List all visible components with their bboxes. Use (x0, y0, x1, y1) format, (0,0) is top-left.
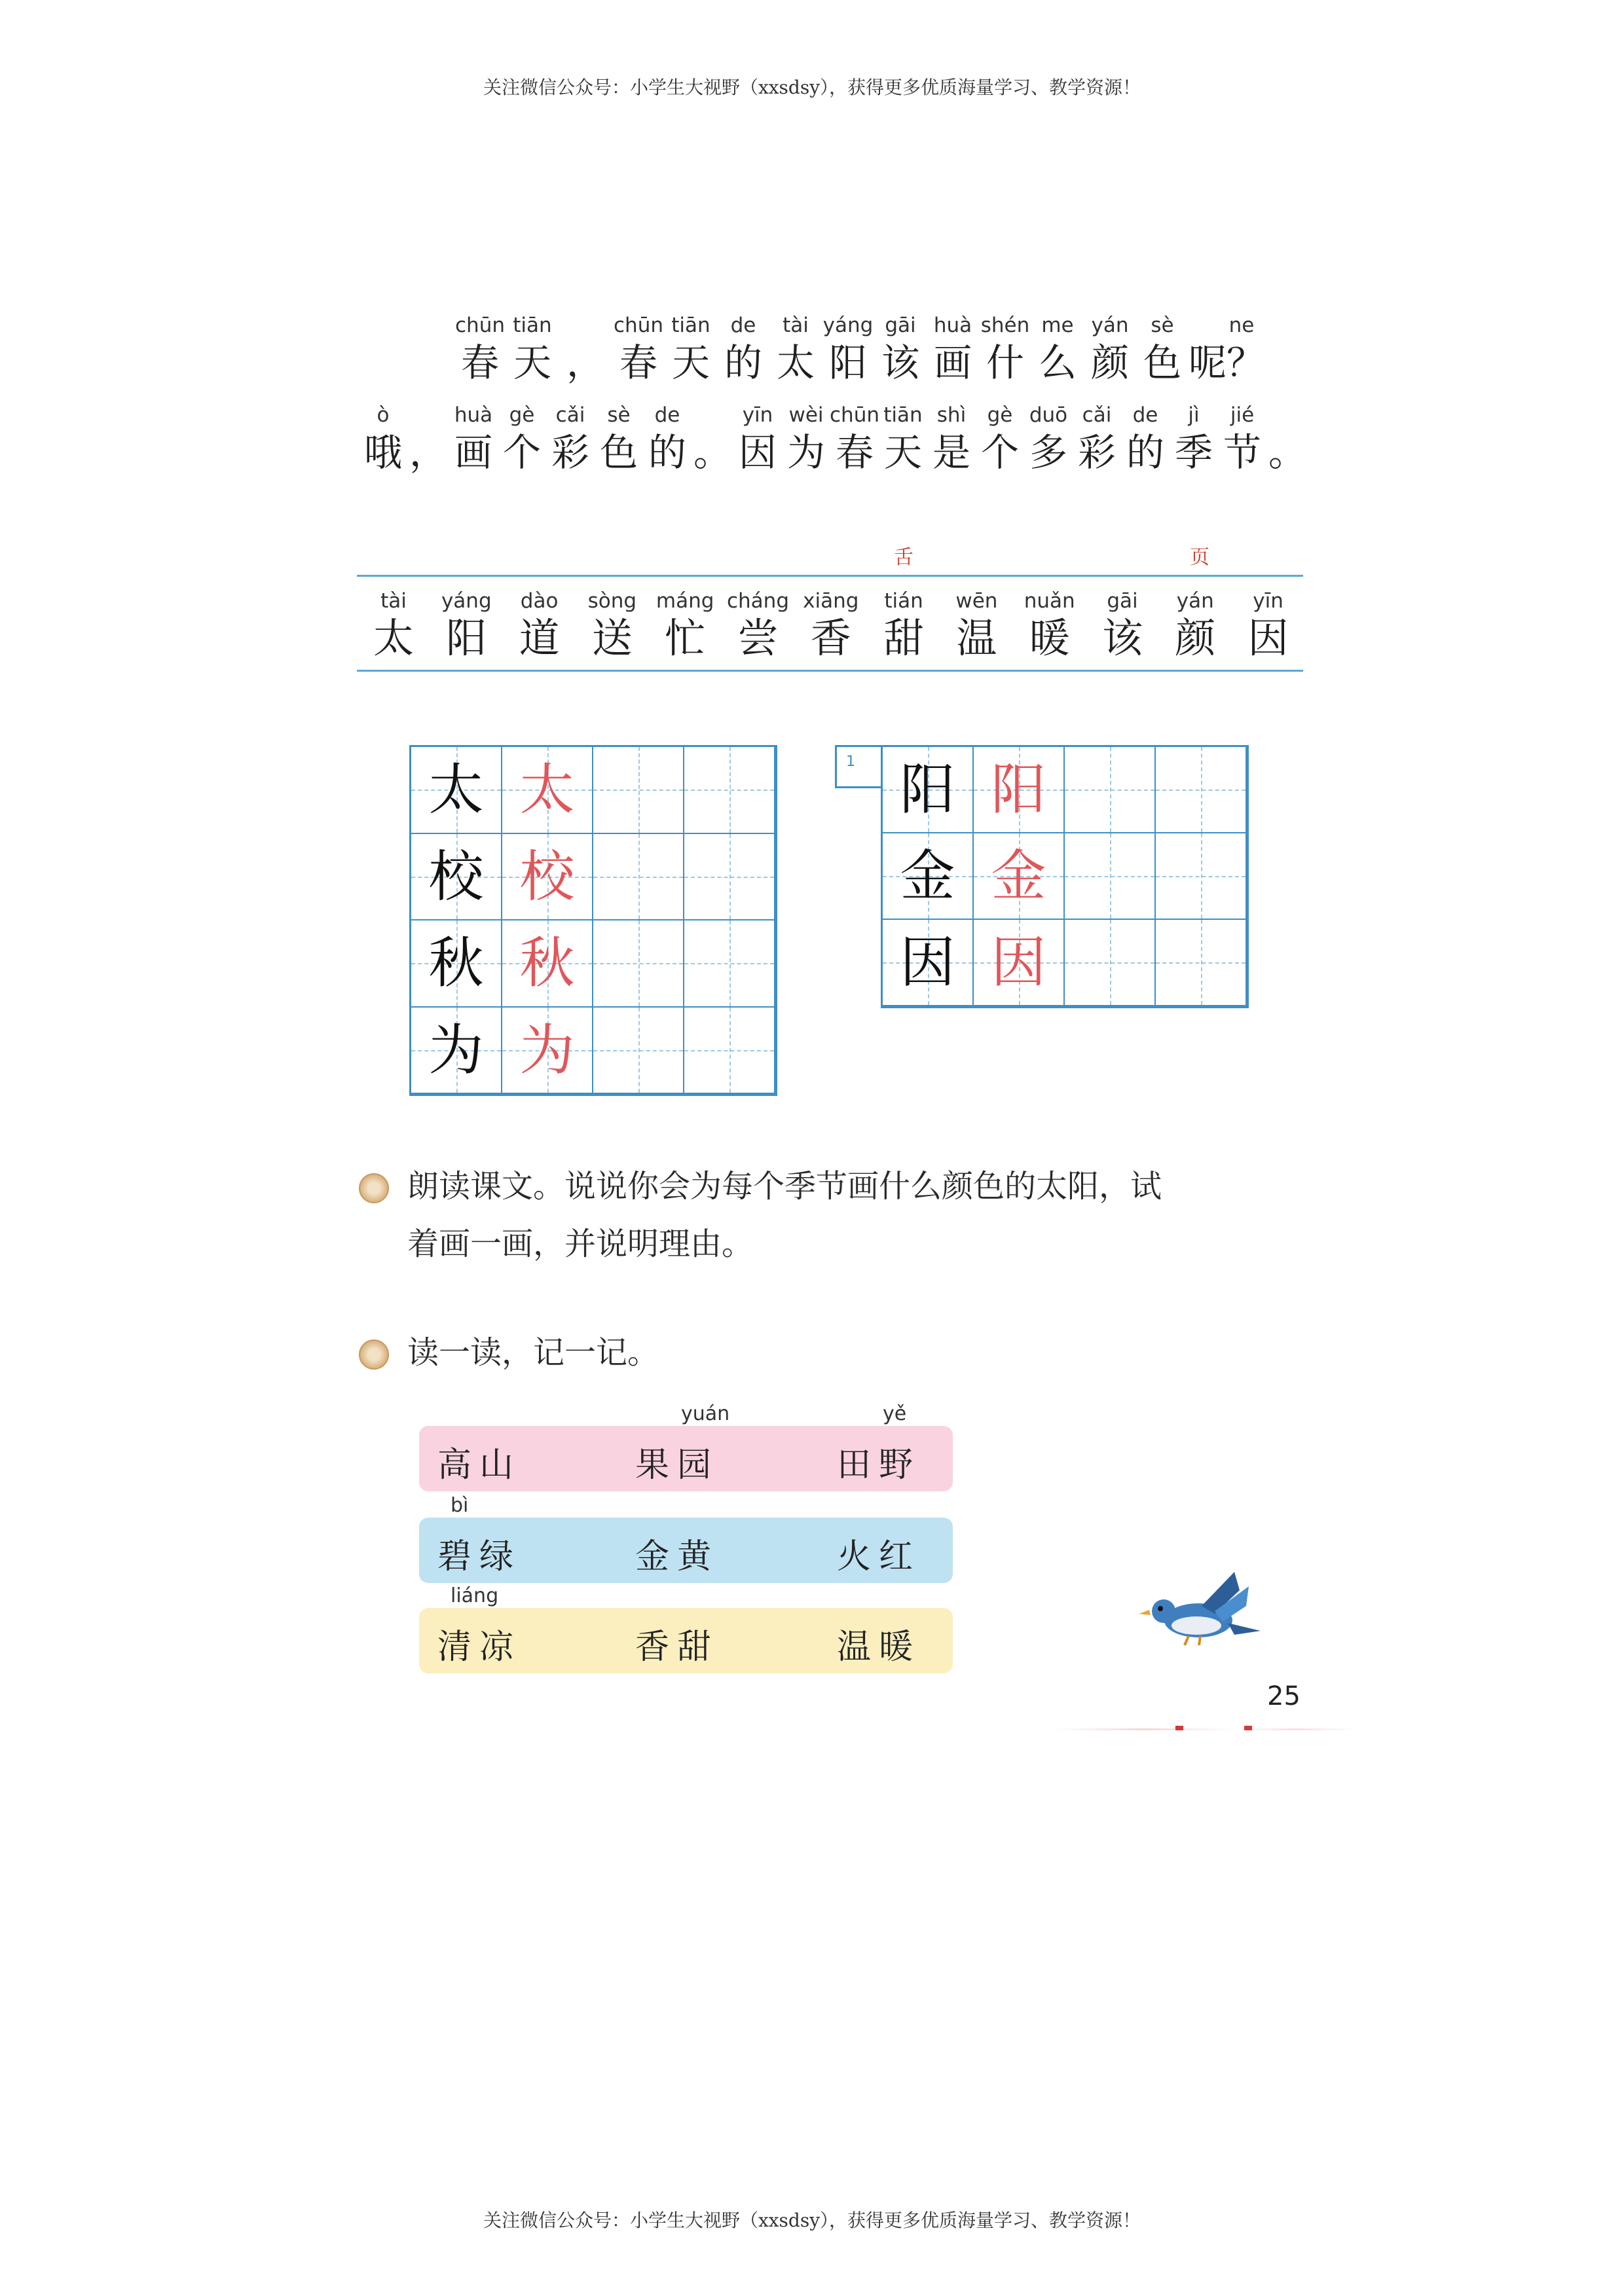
strip-character (357, 587, 430, 661)
ruby-character (595, 401, 643, 475)
ruby-character (769, 311, 822, 386)
pinyin: sè (1151, 314, 1174, 337)
writing-cell (974, 833, 1065, 920)
strip-character (1158, 587, 1232, 661)
writing-cell[interactable] (684, 747, 775, 834)
pinyin: tài (380, 589, 407, 613)
hanzi: 彩 (551, 430, 589, 475)
model-character: 太 (428, 757, 484, 822)
new-characters-strip (357, 546, 1303, 673)
punctuation (407, 401, 449, 475)
hanzi: 哦 (363, 430, 402, 475)
hanzi: 。 (1268, 430, 1306, 475)
ruby-character (1218, 401, 1266, 475)
word-pinyin: liáng (451, 1584, 499, 1607)
writing-cell[interactable] (684, 834, 775, 921)
pinyin: sòng (587, 589, 637, 613)
strip-character (576, 587, 649, 661)
ruby-character (1136, 311, 1189, 386)
hanzi: 忙 (665, 614, 706, 662)
pinyin: sè (607, 403, 631, 427)
strip-character (430, 587, 503, 661)
strip-character (648, 587, 722, 661)
writing-cell[interactable] (1156, 747, 1247, 833)
pinyin: de (654, 403, 680, 427)
pinyin: me (1041, 314, 1074, 337)
writing-cell (502, 747, 593, 834)
hanzi: 春 (619, 340, 657, 385)
hanzi: 太 (776, 340, 815, 385)
word: 田野 (837, 1446, 921, 1485)
hanzi: 天 (513, 340, 551, 385)
hanzi: 呢？ (1189, 340, 1265, 385)
exercise-bullet-icon (359, 1173, 389, 1203)
ruby-character (1024, 401, 1073, 475)
exercise-1-line-1: 朗读课文。说说你会为每个季节画什么颜色的太阳，试 (407, 1168, 1162, 1205)
ruby-character (782, 401, 830, 475)
writing-cell[interactable] (593, 1008, 684, 1095)
ruby-character (1170, 401, 1218, 475)
pinyin: xiāng (803, 589, 859, 613)
hanzi: 因 (1247, 614, 1289, 662)
word: 清凉 (437, 1628, 522, 1667)
hanzi: 因 (738, 430, 777, 475)
pinyin: tián (884, 589, 923, 613)
grid-tag: 1 (835, 745, 881, 788)
pinyin: tài (783, 314, 809, 337)
ruby-character (359, 401, 407, 475)
word-pinyin: yuán (681, 1402, 730, 1425)
pinyin: yán (1091, 314, 1129, 337)
ruby-character (822, 311, 874, 386)
ruby-character (1073, 401, 1121, 475)
word: 火红 (837, 1537, 921, 1576)
hanzi: 的 (648, 430, 686, 475)
writing-grid-right (881, 745, 1249, 1008)
writing-cell (411, 920, 502, 1008)
ruby-character (665, 311, 717, 386)
writing-cell (411, 834, 502, 921)
pinyin: jié (1230, 403, 1255, 427)
ruby-character (927, 401, 976, 475)
pinyin: yáng (822, 314, 874, 337)
strip-bottom-rule (357, 670, 1303, 672)
hanzi: 天 (883, 430, 922, 475)
hanzi: 温 (956, 614, 997, 662)
hanzi: 是 (932, 430, 970, 475)
ruby-character (733, 401, 782, 475)
trace-character: 为 (519, 1017, 575, 1082)
writing-cell[interactable] (684, 1008, 775, 1095)
pinyin: cháng (726, 589, 789, 613)
hanzi: 送 (591, 614, 633, 662)
hanzi: 甜 (883, 614, 925, 662)
hanzi: 画 (933, 340, 972, 385)
pinyin: chūn (455, 314, 505, 337)
ruby-character (976, 401, 1024, 475)
hanzi: 太 (373, 614, 414, 662)
ruby-character (454, 311, 506, 386)
writing-cell[interactable] (684, 920, 775, 1008)
model-character: 金 (900, 844, 955, 908)
strip-character (867, 587, 940, 661)
pinyin: yīn (742, 403, 773, 427)
pinyin: duō (1029, 403, 1068, 427)
ruby-character (506, 311, 559, 386)
word-band (419, 1494, 953, 1583)
ruby-character (643, 401, 692, 475)
hanzi: 春 (835, 430, 874, 475)
strip-character (940, 587, 1013, 661)
word-pinyin: yě (883, 1402, 907, 1425)
writing-cell (974, 920, 1065, 1006)
exercise-1-line-2: 着画一画，并说明理由。 (407, 1226, 754, 1262)
radical-yan: 页 (1190, 546, 1209, 569)
ruby-character (498, 401, 546, 475)
hanzi: 季 (1174, 430, 1213, 475)
model-character: 秋 (428, 931, 484, 996)
writing-cell (974, 747, 1065, 833)
hanzi: 尝 (737, 614, 779, 662)
hanzi: 色 (1143, 340, 1181, 385)
strip-character (1086, 587, 1159, 661)
trace-character: 太 (519, 757, 575, 822)
hanzi: 香 (810, 614, 851, 662)
pinyin: cǎi (555, 403, 585, 427)
pinyin: yáng (441, 589, 492, 613)
writing-cell (411, 747, 502, 834)
hanzi: 画 (454, 430, 492, 475)
strip-top-rule (357, 575, 1303, 577)
strip-character (1013, 587, 1086, 661)
word: 高山 (437, 1446, 522, 1485)
word: 金黄 (635, 1537, 720, 1576)
ruby-character (979, 311, 1031, 386)
writing-cell (502, 1008, 593, 1095)
word: 果园 (635, 1446, 720, 1485)
hanzi: 么 (1038, 340, 1077, 385)
bird-illustration (1136, 1568, 1267, 1653)
word: 香甜 (635, 1628, 720, 1667)
ruby-character (717, 311, 769, 386)
pinyin: tiān (671, 314, 710, 337)
trace-character: 秋 (519, 931, 575, 996)
word: 碧绿 (437, 1537, 522, 1576)
hanzi: 道 (519, 614, 560, 662)
pinyin: ne (1228, 314, 1255, 337)
ruby-character (449, 401, 498, 475)
ruby-character (927, 311, 979, 386)
strip-character (503, 587, 576, 661)
writing-cell[interactable] (1065, 920, 1156, 1006)
word-pinyin: bì (451, 1494, 469, 1517)
hanzi: 个 (502, 430, 541, 475)
writing-cell[interactable] (593, 834, 684, 921)
hanzi: 节 (1223, 430, 1261, 475)
hanzi: ， (566, 340, 604, 385)
pinyin: gāi (1107, 589, 1138, 613)
strip-character (1232, 587, 1305, 661)
hanzi: 的 (1126, 430, 1164, 475)
writing-cell (883, 920, 974, 1006)
text-line-1 (454, 311, 1295, 386)
watermark-footer: 关注微信公众号：小学生大视野（xxsdsy），获得更多优质海量学习、教学资源！ (483, 2210, 1141, 2231)
pinyin: cǎi (1082, 403, 1112, 427)
ruby-character (612, 311, 665, 386)
trace-character: 阳 (991, 757, 1046, 822)
pinyin: ò (377, 403, 390, 427)
writing-cell (502, 920, 593, 1008)
writing-cell[interactable] (1156, 920, 1247, 1006)
radical-tian: 舌 (894, 546, 913, 569)
pinyin: gè (987, 403, 1013, 427)
writing-cell[interactable] (593, 920, 684, 1008)
trace-character: 因 (991, 930, 1046, 994)
pinyin: huà (933, 314, 972, 337)
pinyin: de (1132, 403, 1158, 427)
bottom-decoration-mark (1175, 1726, 1183, 1730)
hanzi: 为 (786, 430, 825, 475)
exercise-2-title: 读一读，记一记。 (407, 1334, 659, 1371)
model-character: 校 (428, 844, 484, 909)
trace-character: 校 (519, 844, 575, 909)
hanzi: 该 (881, 340, 919, 385)
word: 温暖 (837, 1628, 921, 1667)
punctuation (559, 311, 612, 386)
pinyin: wèi (788, 403, 824, 427)
writing-cell[interactable] (1065, 747, 1156, 833)
ruby-character (1121, 401, 1170, 475)
pinyin: jì (1188, 403, 1200, 427)
model-character: 阳 (900, 757, 955, 822)
hanzi: 色 (599, 430, 638, 475)
hanzi: 的 (724, 340, 762, 385)
bottom-decoration-mark (1244, 1726, 1252, 1730)
hanzi: 颜 (1175, 614, 1216, 662)
pinyin: wēn (955, 589, 998, 613)
pinyin: gāi (885, 314, 916, 337)
ruby-character (1189, 311, 1295, 386)
hanzi: 阳 (446, 614, 487, 662)
hanzi: 阳 (828, 340, 867, 385)
pinyin: huà (454, 403, 493, 427)
pinyin: dào (520, 589, 559, 613)
pinyin: tiān (513, 314, 552, 337)
hanzi: 颜 (1090, 340, 1129, 385)
model-character: 因 (900, 930, 955, 994)
writing-cell (883, 833, 974, 920)
writing-cell[interactable] (1065, 833, 1156, 920)
pinyin: chūn (614, 314, 663, 337)
ruby-character (1084, 311, 1136, 386)
punctuation (692, 401, 733, 475)
writing-cell (883, 747, 974, 833)
page-number: 25 (1267, 1681, 1301, 1711)
hanzi: 。 (693, 430, 731, 475)
pinyin: gè (509, 403, 535, 427)
trace-character: 金 (991, 844, 1046, 908)
strip-character (722, 587, 795, 661)
text-line-2 (359, 401, 1308, 475)
pinyin: de (730, 314, 756, 337)
word-band (419, 1402, 953, 1491)
exercise-bullet-icon (359, 1339, 389, 1370)
pinyin: shén (980, 314, 1030, 337)
hanzi: 多 (1029, 430, 1067, 475)
ruby-character (830, 401, 879, 475)
writing-cell[interactable] (593, 747, 684, 834)
hanzi: 暖 (1029, 614, 1070, 662)
hanzi: 个 (980, 430, 1019, 475)
pinyin: yán (1176, 589, 1214, 613)
pinyin: chūn (830, 403, 879, 427)
writing-cell (502, 834, 593, 921)
hanzi: ， (409, 430, 447, 475)
pinyin: shì (936, 403, 967, 427)
ruby-character (546, 401, 595, 475)
ruby-character (879, 401, 927, 475)
pinyin: máng (655, 589, 714, 613)
writing-cell[interactable] (1156, 833, 1247, 920)
hanzi: 天 (671, 340, 710, 385)
ruby-character (1031, 311, 1084, 386)
writing-cell (411, 1008, 502, 1095)
bottom-decoration-line (1054, 1728, 1356, 1730)
ruby-character (874, 311, 927, 386)
pinyin: tiān (883, 403, 923, 427)
model-character: 为 (428, 1017, 484, 1082)
watermark-header: 关注微信公众号：小学生大视野（xxsdsy），获得更多优质海量学习、教学资源！ (483, 77, 1141, 98)
word-band (419, 1584, 953, 1673)
pinyin: nuǎn (1024, 589, 1075, 613)
pinyin: yīn (1253, 589, 1283, 613)
punctuation (1266, 401, 1308, 475)
strip-character (794, 587, 868, 661)
hanzi: 什 (986, 340, 1024, 385)
hanzi: 该 (1101, 614, 1143, 662)
hanzi: 春 (460, 340, 499, 385)
hanzi: 彩 (1077, 430, 1116, 475)
writing-grid-left (409, 745, 777, 1096)
